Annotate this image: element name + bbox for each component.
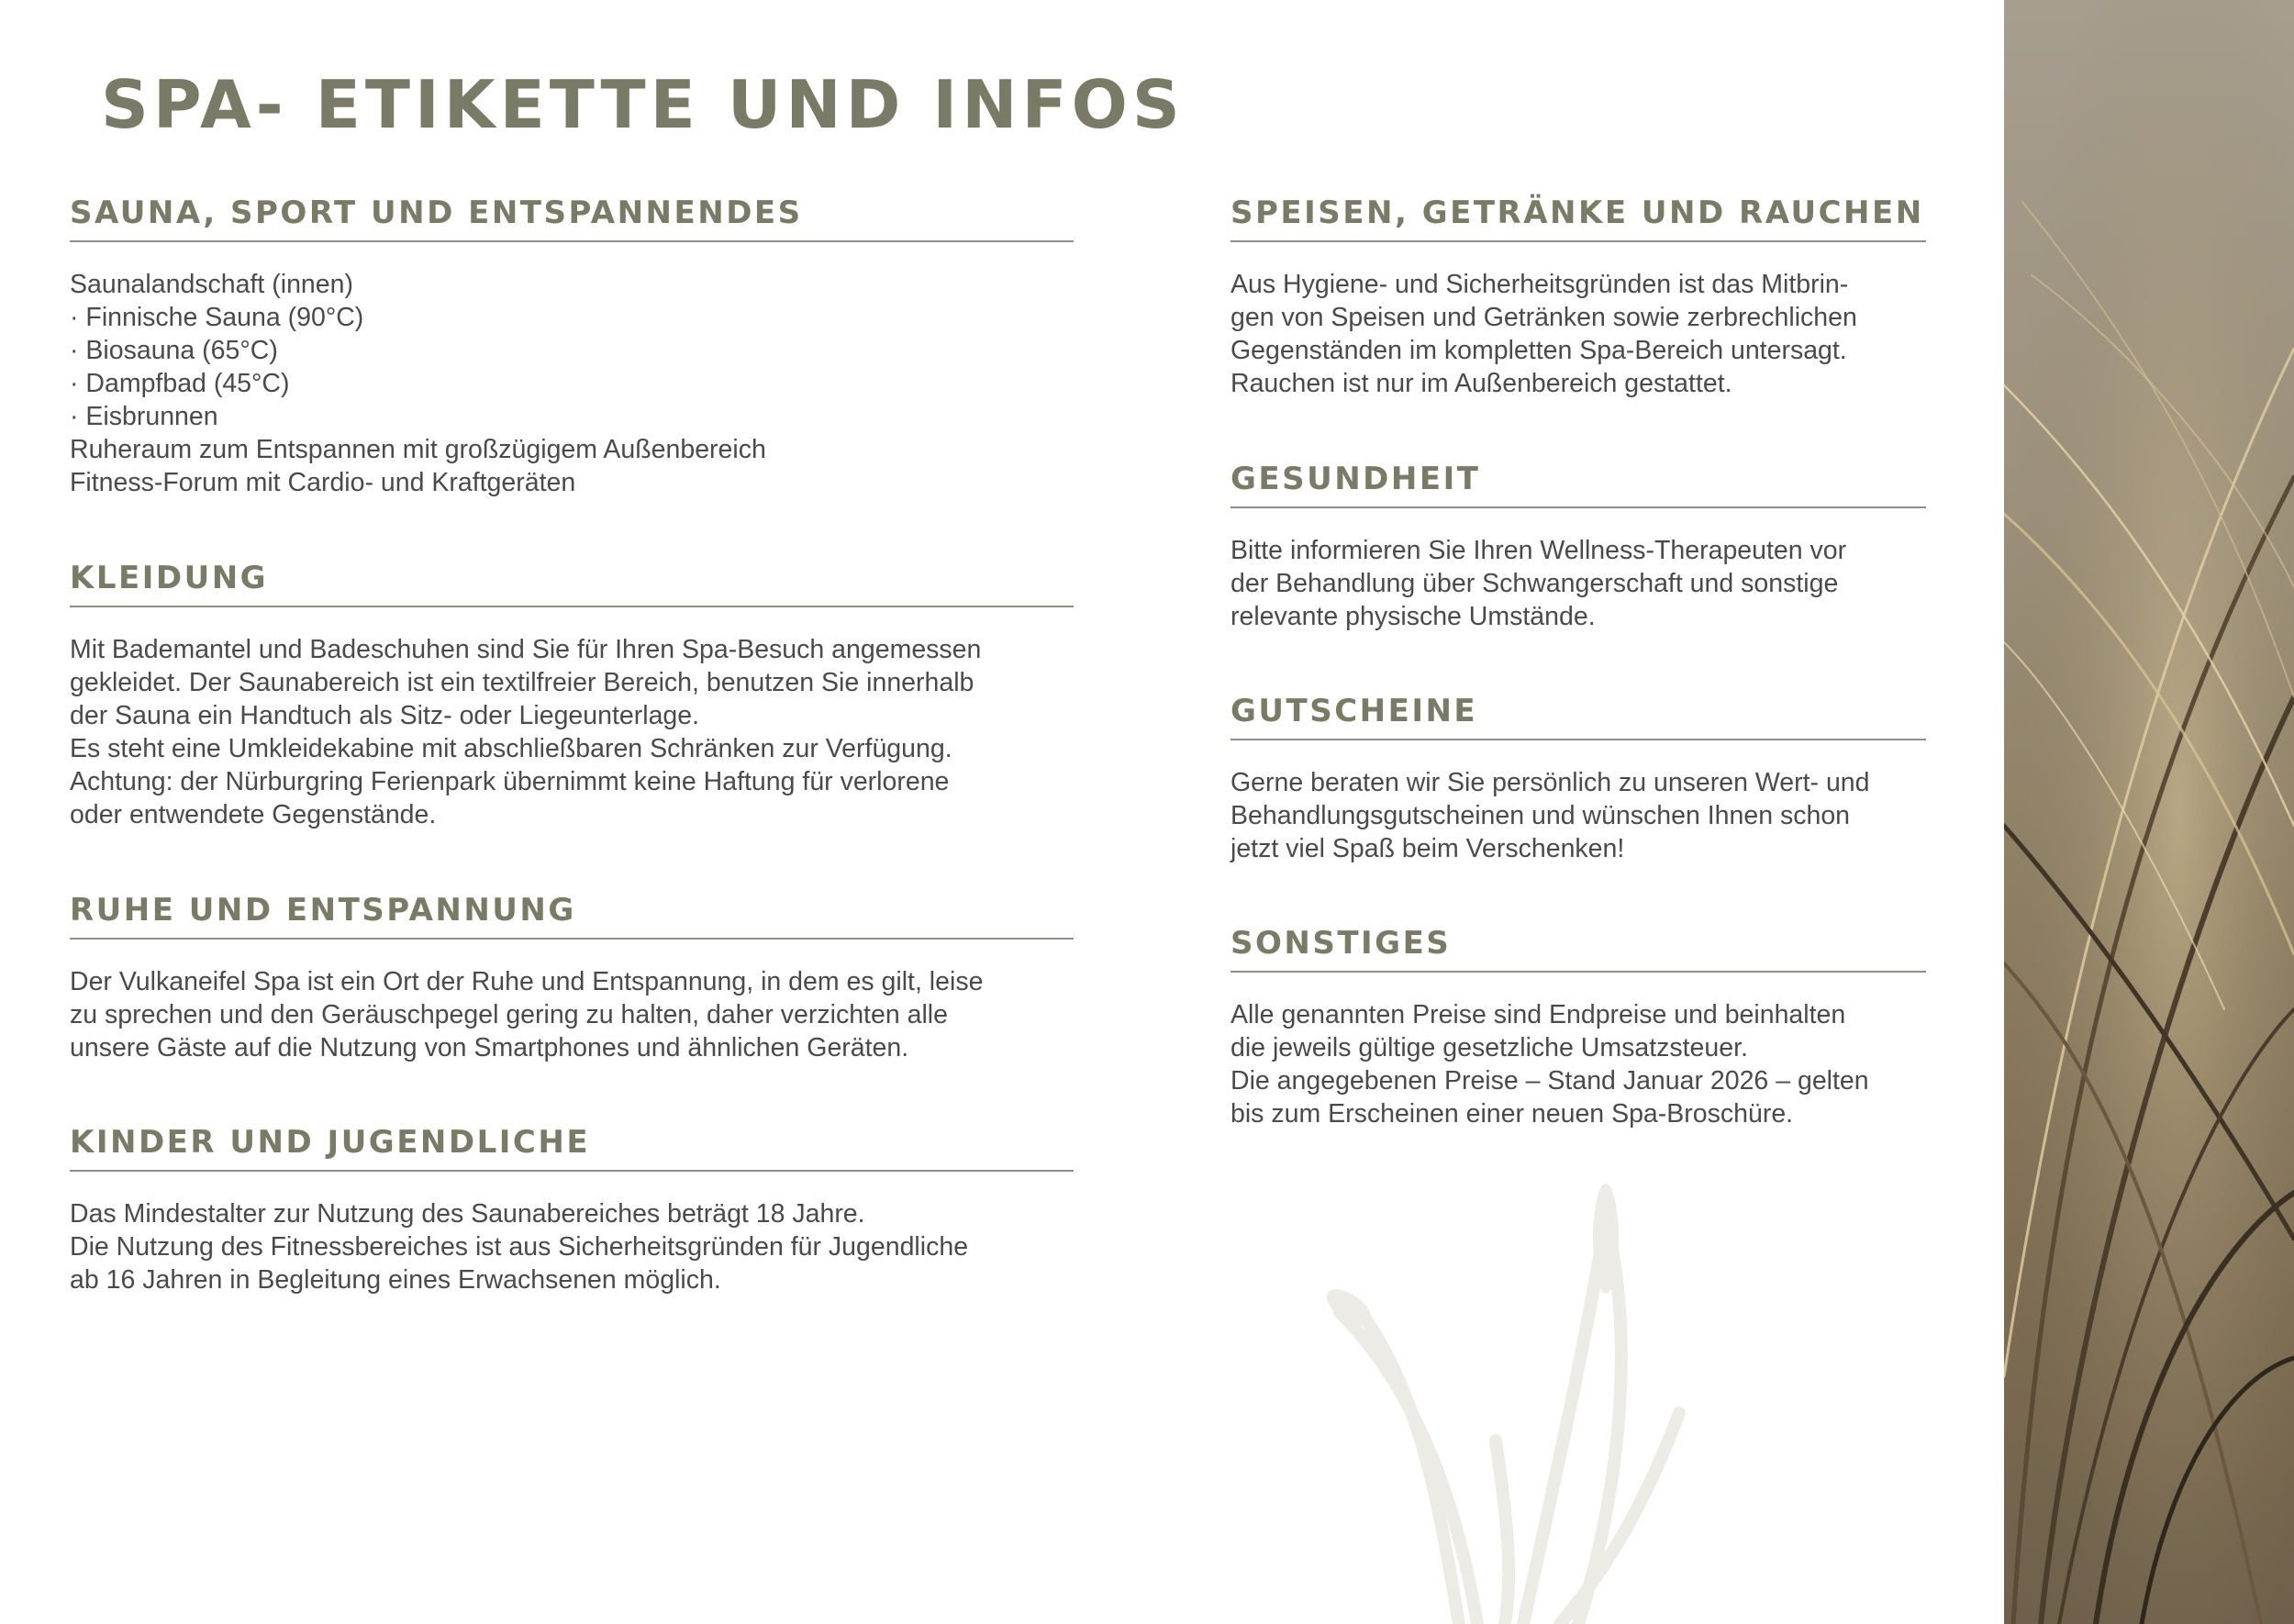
section-kleidung [70, 560, 1074, 831]
text-line: Die angegebenen Preise – Stand Januar 2026 – gelten [1231, 1066, 1869, 1096]
page-title: SPA- ETIKETTE UND INFOS [101, 66, 1185, 143]
section-heading: RUHE UND ENTSPANNUNG [70, 892, 1074, 940]
text-line: die jeweils gültige gesetzliche Umsatzsteuer. [1231, 1033, 1748, 1062]
section-heading: SONSTIGES [1231, 925, 1926, 973]
text-line: unsere Gäste auf die Nutzung von Smartphones und ähnlichen Geräten. [70, 1033, 909, 1062]
text-line: gekleidet. Der Saunabereich ist ein textilfreier Bereich, benutzen Sie innerhalb [70, 668, 974, 697]
section-heading: GUTSCHEINE [1231, 693, 1926, 740]
grass-photo [2004, 0, 2294, 1624]
text-line: · Biosauna (65°C) [70, 336, 278, 365]
section-heading: SAUNA, SPORT UND ENTSPANNENDES [70, 195, 1074, 242]
section-kinder-jugendliche [70, 1124, 1074, 1296]
text-line: Das Mindestalter zur Nutzung des Saunabereiches beträgt 18 Jahre. [70, 1199, 865, 1229]
text-line: Achtung: der Nürburgring Ferienpark übernimmt keine Haftung für verlorene [70, 767, 950, 796]
text-line: bis zum Erscheinen einer neuen Spa-Broschüre. [1231, 1099, 1794, 1129]
section-heading: KINDER UND JUGENDLICHE [70, 1124, 1074, 1172]
section-sauna-sport [70, 195, 1074, 499]
text-line: Der Vulkaneifel Spa ist ein Ort der Ruhe und Entspannung, in dem es gilt, leise [70, 967, 984, 996]
text-line: Es steht eine Umkleidekabine mit abschließbaren Schränken zur Verfügung. [70, 734, 952, 763]
text-line: Mit Bademantel und Badeschuhen sind Sie für Ihren Spa-Besuch angemessen [70, 635, 982, 664]
text-line: der Behandlung über Schwangerschaft und sonstige [1231, 569, 1839, 598]
text-line: · Dampfbad (45°C) [70, 369, 290, 398]
text-line: gen von Speisen und Getränken sowie zerbrechlichen [1231, 303, 1857, 332]
section-ruhe-entspannung [70, 892, 1074, 1064]
text-line: der Sauna ein Handtuch als Sitz- oder Liegeunterlage. [70, 701, 700, 730]
text-line: Gerne beraten wir Sie persönlich zu unseren Wert- und [1231, 768, 1870, 797]
text-line: Ruheraum zum Entspannen mit großzügigem Außenbereich [70, 435, 766, 464]
text-line: ab 16 Jahren in Begleitung eines Erwachsenen möglich. [70, 1265, 721, 1295]
section-body [70, 965, 1074, 1064]
section-body [1231, 534, 1926, 633]
section-body [70, 633, 1074, 831]
text-line: jetzt viel Spaß beim Verschenken! [1231, 834, 1625, 863]
section-body [70, 1197, 1074, 1296]
section-heading: KLEIDUNG [70, 560, 1074, 607]
section-body [70, 268, 1074, 499]
text-line: Aus Hygiene- und Sicherheitsgründen ist das Mitbrin- [1231, 270, 1849, 299]
text-line: · Finnische Sauna (90°C) [70, 303, 364, 332]
text-line: Die Nutzung des Fitnessbereiches ist aus Sicherheitsgründen für Jugendliche [70, 1232, 969, 1262]
text-line: Alle genannten Preise sind Endpreise und beinhalten [1231, 1000, 1846, 1029]
section-heading: GESUNDHEIT [1231, 461, 1926, 508]
grass-decoration-icon [1285, 1184, 1762, 1624]
text-line: Gegenständen im kompletten Spa-Bereich untersagt. [1231, 336, 1847, 365]
section-heading: SPEISEN, GETRÄNKE UND RAUCHEN [1231, 195, 1926, 242]
grass-stalks-icon [2004, 0, 2294, 1624]
text-line: Behandlungsgutscheinen und wünschen Ihnen schon [1231, 801, 1851, 830]
section-body [1231, 766, 1926, 865]
section-body [1231, 998, 1926, 1130]
text-line: relevante physische Umstände. [1231, 602, 1596, 631]
text-line: Fitness-Forum mit Cardio- und Kraftgeräten [70, 468, 576, 497]
text-line: Rauchen ist nur im Außenbereich gestattet. [1231, 369, 1732, 398]
section-sonstiges [1231, 925, 1926, 1130]
section-gutscheine [1231, 693, 1926, 865]
text-line: oder entwendete Gegenstände. [70, 800, 437, 829]
section-speisen-getraenke [1231, 195, 1926, 400]
section-body [1231, 268, 1926, 400]
text-line: · Eisbrunnen [70, 402, 218, 431]
text-line: Bitte informieren Sie Ihren Wellness-Therapeuten vor [1231, 536, 1847, 565]
text-line: Saunalandschaft (innen) [70, 270, 353, 299]
text-line: zu sprechen und den Geräuschpegel gering zu halten, daher verzichten alle [70, 1000, 948, 1029]
section-gesundheit [1231, 461, 1926, 633]
